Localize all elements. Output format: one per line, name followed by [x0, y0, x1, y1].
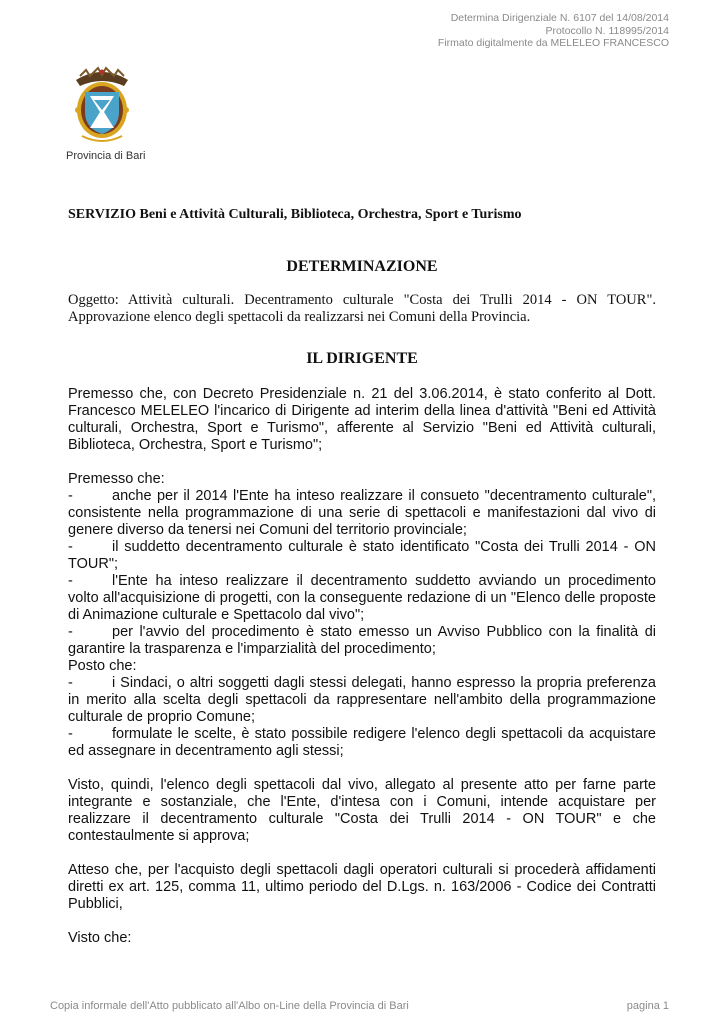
- service-heading: SERVIZIO Beni e Attività Culturali, Biblioteca, Orchestra, Sport e Turismo: [68, 207, 522, 222]
- list-bullet: -: [68, 675, 73, 691]
- list-bullet: -: [68, 539, 73, 555]
- page-number: pagina 1: [626, 1000, 669, 1012]
- list-item-text: i Sindaci, o altri soggetti dagli stessi delegati, hanno espresso la propria preferenza in merito alla scelta degli spettacoli da rappresentare nell'ambito della programmazione culturale de proprio Comune;: [68, 675, 656, 725]
- logo-caption: Provincia di Bari: [66, 150, 146, 162]
- paragraph-atteso: Atteso che, per l'acquisto degli spettacoli dagli operatori culturali si procederà affidamenti diretti ex art. 125, comma 11, ultimo periodo del D.Lgs. n. 163/2006 - Codice dei Contratti Pubblici,: [68, 862, 656, 912]
- list-bullet: -: [68, 573, 73, 589]
- oggetto-paragraph: Oggetto: Attività culturali. Decentramento culturale "Costa dei Trulli 2014 - ON TOUR". Approvazione elenco degli spettacoli da realizzarsi nei Comuni della Provincia.: [68, 292, 656, 325]
- page-footer: [50, 1000, 669, 1012]
- paragraph-visto: Visto, quindi, l'elenco degli spettacoli dal vivo, allegato al presente atto per farne parte integrante e sostanziale, che l'Ente, d'intesa con i Comuni, intende acquistare per realizzare il decentramento culturale "Costa dei Trulli 2014 - ON TOUR" e che contestaulmente si approva;: [68, 777, 656, 844]
- list-bullet: -: [68, 624, 73, 640]
- paragraph-visto-che: Visto che:: [68, 930, 132, 946]
- posto-heading: Posto che:: [68, 658, 137, 674]
- list-item: [68, 726, 656, 760]
- list-item-text: anche per il 2014 l'Ente ha inteso realizzare il consueto "decentramento culturale", consistente nella programmazione di una serie di spettacoli e manifestazioni dal vivo di genere diverso da tenersi nei Comuni del territorio provinciale;: [68, 488, 656, 538]
- document-title: DETERMINAZIONE: [286, 258, 438, 275]
- list-item: [68, 539, 656, 573]
- provincia-logo: [66, 66, 162, 162]
- section-title: IL DIRIGENTE: [306, 350, 418, 367]
- list-bullet: -: [68, 726, 73, 742]
- paragraph-premesso-decreto: Premesso che, con Decreto Presidenziale n. 21 del 3.06.2014, è stato conferito al Dott. Francesco MELELEO l'incarico di Dirigente ad interim della linea d'attività "Beni ed Attività culturali, Orchestra, Sport e Turismo", afferente al Servizio "Beni ed Attività culturali, Biblioteca, Orchestra, Sport e Turismo";: [68, 386, 656, 453]
- footer-note: Copia informale dell'Atto pubblicato all'Albo on-Line della Provincia di Bari: [50, 1000, 409, 1012]
- stamp-determina: Determina Dirigenziale N. 6107 del 14/08/2014: [450, 12, 669, 24]
- stamp-firmato: Firmato digitalmente da MELELEO FRANCESCO: [437, 37, 669, 49]
- list-item-text: il suddetto decentramento culturale è stato identificato "Costa dei Trulli 2014 - ON TOUR";: [68, 539, 656, 572]
- list-item: [68, 675, 656, 726]
- list-item: [68, 488, 656, 539]
- list-item-text: formulate le scelte, è stato possibile redigere l'elenco degli spettacoli da acquistare ed assegnare in decentramento agli stessi;: [68, 726, 656, 759]
- premesso-heading: Premesso che:: [68, 471, 165, 487]
- digital-signature-stamp: [438, 12, 669, 50]
- document-body: [68, 386, 656, 964]
- stamp-protocollo: Protocollo N. 118995/2014: [545, 24, 669, 37]
- list-item-text: l'Ente ha inteso realizzare il decentramento suddetto avviando un procedimento volto all'acquisizione di progetti, con la conseguente redazione di un "Elenco delle proposte di Animazione culturale e Spettacolo dal vivo";: [68, 573, 656, 623]
- list-item-text: per l'avvio del procedimento è stato emesso un Avviso Pubblico con la finalità di garantire la trasparenza e l'imparzialità del procedimento;: [68, 624, 656, 657]
- list-item: [68, 624, 656, 658]
- provincia-crest-icon: [68, 66, 136, 146]
- list-item: [68, 573, 656, 624]
- list-bullet: -: [68, 488, 73, 504]
